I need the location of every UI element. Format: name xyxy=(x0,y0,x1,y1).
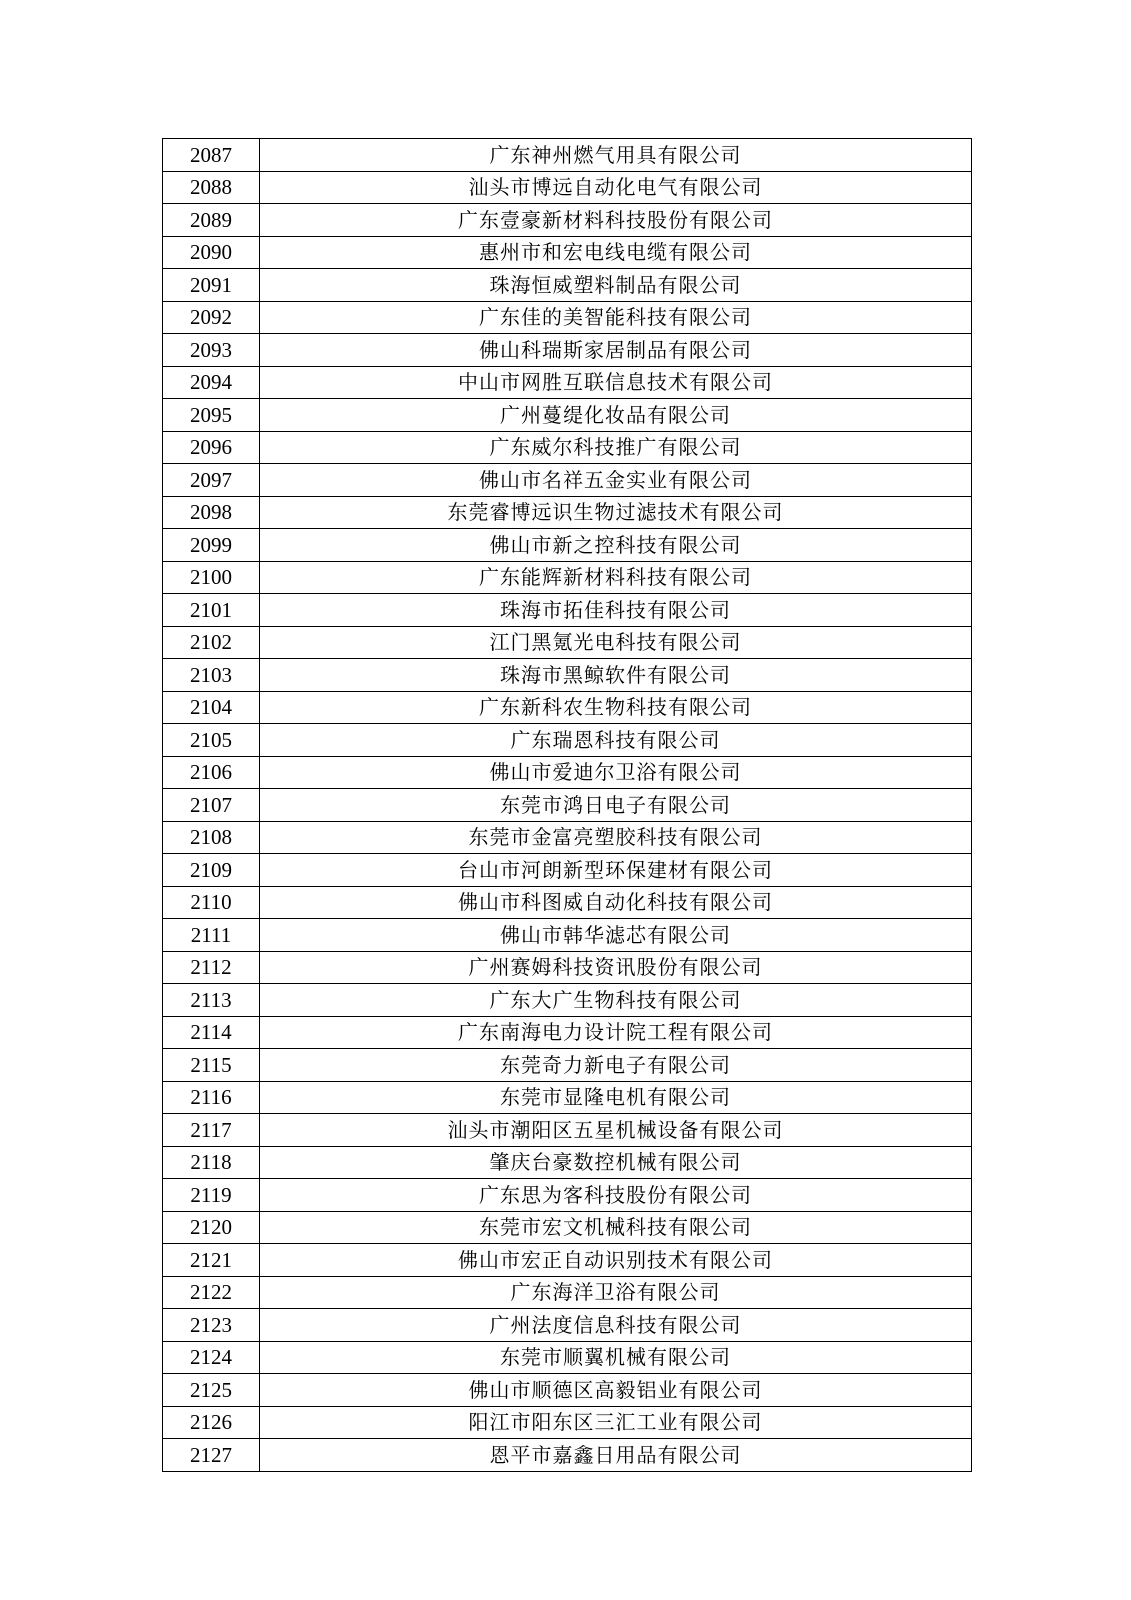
row-number-cell: 2094 xyxy=(163,366,260,399)
row-number-cell: 2109 xyxy=(163,854,260,887)
company-name-cell: 广东南海电力设计院工程有限公司 xyxy=(260,1016,972,1049)
table-row xyxy=(163,139,972,172)
row-number-cell: 2107 xyxy=(163,789,260,822)
company-name-cell: 佛山科瑞斯家居制品有限公司 xyxy=(260,334,972,367)
row-number-cell: 2106 xyxy=(163,756,260,789)
table-row xyxy=(163,1276,972,1309)
company-name-cell: 广东神州燃气用具有限公司 xyxy=(260,139,972,172)
table-row xyxy=(163,951,972,984)
table-row xyxy=(163,1179,972,1212)
company-name-cell: 佛山市科图威自动化科技有限公司 xyxy=(260,886,972,919)
table-row xyxy=(163,1439,972,1472)
row-number-cell: 2093 xyxy=(163,334,260,367)
company-name-cell: 中山市网胜互联信息技术有限公司 xyxy=(260,366,972,399)
table-row xyxy=(163,204,972,237)
row-number-cell: 2120 xyxy=(163,1211,260,1244)
table-row xyxy=(163,691,972,724)
table-row xyxy=(163,431,972,464)
row-number-cell: 2114 xyxy=(163,1016,260,1049)
row-number-cell: 2104 xyxy=(163,691,260,724)
table-row xyxy=(163,1114,972,1147)
table-row xyxy=(163,724,972,757)
row-number-cell: 2112 xyxy=(163,951,260,984)
table-row xyxy=(163,171,972,204)
company-name-cell: 广东思为客科技股份有限公司 xyxy=(260,1179,972,1212)
table-row xyxy=(163,1406,972,1439)
table-row xyxy=(163,886,972,919)
row-number-cell: 2124 xyxy=(163,1341,260,1374)
row-number-cell: 2087 xyxy=(163,139,260,172)
row-number-cell: 2095 xyxy=(163,399,260,432)
table-row xyxy=(163,464,972,497)
row-number-cell: 2090 xyxy=(163,236,260,269)
company-name-cell: 佛山市韩华滤芯有限公司 xyxy=(260,919,972,952)
row-number-cell: 2116 xyxy=(163,1081,260,1114)
table-row xyxy=(163,789,972,822)
row-number-cell: 2111 xyxy=(163,919,260,952)
company-name-cell: 珠海市黑鲸软件有限公司 xyxy=(260,659,972,692)
row-number-cell: 2097 xyxy=(163,464,260,497)
company-name-cell: 广东佳的美智能科技有限公司 xyxy=(260,301,972,334)
table-row xyxy=(163,984,972,1017)
company-list-table xyxy=(162,138,972,1472)
company-name-cell: 广东能辉新材料科技有限公司 xyxy=(260,561,972,594)
table-row xyxy=(163,561,972,594)
table-row xyxy=(163,366,972,399)
row-number-cell: 2098 xyxy=(163,496,260,529)
row-number-cell: 2108 xyxy=(163,821,260,854)
company-name-cell: 阳江市阳东区三汇工业有限公司 xyxy=(260,1406,972,1439)
row-number-cell: 2089 xyxy=(163,204,260,237)
company-name-cell: 惠州市和宏电线电缆有限公司 xyxy=(260,236,972,269)
row-number-cell: 2115 xyxy=(163,1049,260,1082)
company-name-cell: 东莞市宏文机械科技有限公司 xyxy=(260,1211,972,1244)
table-row xyxy=(163,1016,972,1049)
row-number-cell: 2102 xyxy=(163,626,260,659)
table-row xyxy=(163,1244,972,1277)
table-row xyxy=(163,1146,972,1179)
table-row xyxy=(163,399,972,432)
company-name-cell: 东莞市显隆电机有限公司 xyxy=(260,1081,972,1114)
row-number-cell: 2119 xyxy=(163,1179,260,1212)
company-name-cell: 广东壹豪新材料科技股份有限公司 xyxy=(260,204,972,237)
company-name-cell: 恩平市嘉鑫日用品有限公司 xyxy=(260,1439,972,1472)
company-name-cell: 东莞市金富亮塑胶科技有限公司 xyxy=(260,821,972,854)
table-row xyxy=(163,269,972,302)
table-row xyxy=(163,626,972,659)
row-number-cell: 2110 xyxy=(163,886,260,919)
company-name-cell: 广东威尔科技推广有限公司 xyxy=(260,431,972,464)
row-number-cell: 2125 xyxy=(163,1374,260,1407)
row-number-cell: 2092 xyxy=(163,301,260,334)
table-row xyxy=(163,529,972,562)
row-number-cell: 2096 xyxy=(163,431,260,464)
company-name-cell: 东莞市鸿日电子有限公司 xyxy=(260,789,972,822)
company-name-cell: 广州法度信息科技有限公司 xyxy=(260,1309,972,1342)
company-name-cell: 佛山市宏正自动识别技术有限公司 xyxy=(260,1244,972,1277)
table-row xyxy=(163,854,972,887)
company-name-cell: 肇庆台豪数控机械有限公司 xyxy=(260,1146,972,1179)
company-name-cell: 佛山市顺德区高毅铝业有限公司 xyxy=(260,1374,972,1407)
row-number-cell: 2126 xyxy=(163,1406,260,1439)
company-name-cell: 珠海市拓佳科技有限公司 xyxy=(260,594,972,627)
company-name-cell: 佛山市新之控科技有限公司 xyxy=(260,529,972,562)
table-row xyxy=(163,1374,972,1407)
company-name-cell: 广东瑞恩科技有限公司 xyxy=(260,724,972,757)
row-number-cell: 2117 xyxy=(163,1114,260,1147)
company-name-cell: 佛山市爱迪尔卫浴有限公司 xyxy=(260,756,972,789)
company-name-cell: 广东海洋卫浴有限公司 xyxy=(260,1276,972,1309)
row-number-cell: 2127 xyxy=(163,1439,260,1472)
company-name-cell: 东莞市顺翼机械有限公司 xyxy=(260,1341,972,1374)
company-name-cell: 广州赛姆科技资讯股份有限公司 xyxy=(260,951,972,984)
company-name-cell: 广东大广生物科技有限公司 xyxy=(260,984,972,1017)
row-number-cell: 2100 xyxy=(163,561,260,594)
table-row xyxy=(163,1309,972,1342)
table-row xyxy=(163,496,972,529)
table-row xyxy=(163,821,972,854)
company-name-cell: 台山市河朗新型环保建材有限公司 xyxy=(260,854,972,887)
table-row xyxy=(163,756,972,789)
table-row xyxy=(163,594,972,627)
row-number-cell: 2091 xyxy=(163,269,260,302)
table-row xyxy=(163,334,972,367)
company-name-cell: 广东新科农生物科技有限公司 xyxy=(260,691,972,724)
row-number-cell: 2105 xyxy=(163,724,260,757)
table-row xyxy=(163,1081,972,1114)
row-number-cell: 2113 xyxy=(163,984,260,1017)
company-name-cell: 江门黑氪光电科技有限公司 xyxy=(260,626,972,659)
row-number-cell: 2101 xyxy=(163,594,260,627)
company-name-cell: 汕头市博远自动化电气有限公司 xyxy=(260,171,972,204)
company-name-cell: 佛山市名祥五金实业有限公司 xyxy=(260,464,972,497)
table-row xyxy=(163,659,972,692)
row-number-cell: 2099 xyxy=(163,529,260,562)
row-number-cell: 2123 xyxy=(163,1309,260,1342)
table-row xyxy=(163,1049,972,1082)
row-number-cell: 2122 xyxy=(163,1276,260,1309)
company-name-cell: 广州蔓缇化妆品有限公司 xyxy=(260,399,972,432)
table-row xyxy=(163,919,972,952)
row-number-cell: 2118 xyxy=(163,1146,260,1179)
row-number-cell: 2121 xyxy=(163,1244,260,1277)
table-row xyxy=(163,1341,972,1374)
company-name-cell: 东莞睿博远识生物过滤技术有限公司 xyxy=(260,496,972,529)
company-list-body xyxy=(163,139,972,1472)
company-name-cell: 汕头市潮阳区五星机械设备有限公司 xyxy=(260,1114,972,1147)
company-name-cell: 东莞奇力新电子有限公司 xyxy=(260,1049,972,1082)
table-row xyxy=(163,301,972,334)
row-number-cell: 2088 xyxy=(163,171,260,204)
table-row xyxy=(163,236,972,269)
row-number-cell: 2103 xyxy=(163,659,260,692)
table-row xyxy=(163,1211,972,1244)
company-name-cell: 珠海恒威塑料制品有限公司 xyxy=(260,269,972,302)
